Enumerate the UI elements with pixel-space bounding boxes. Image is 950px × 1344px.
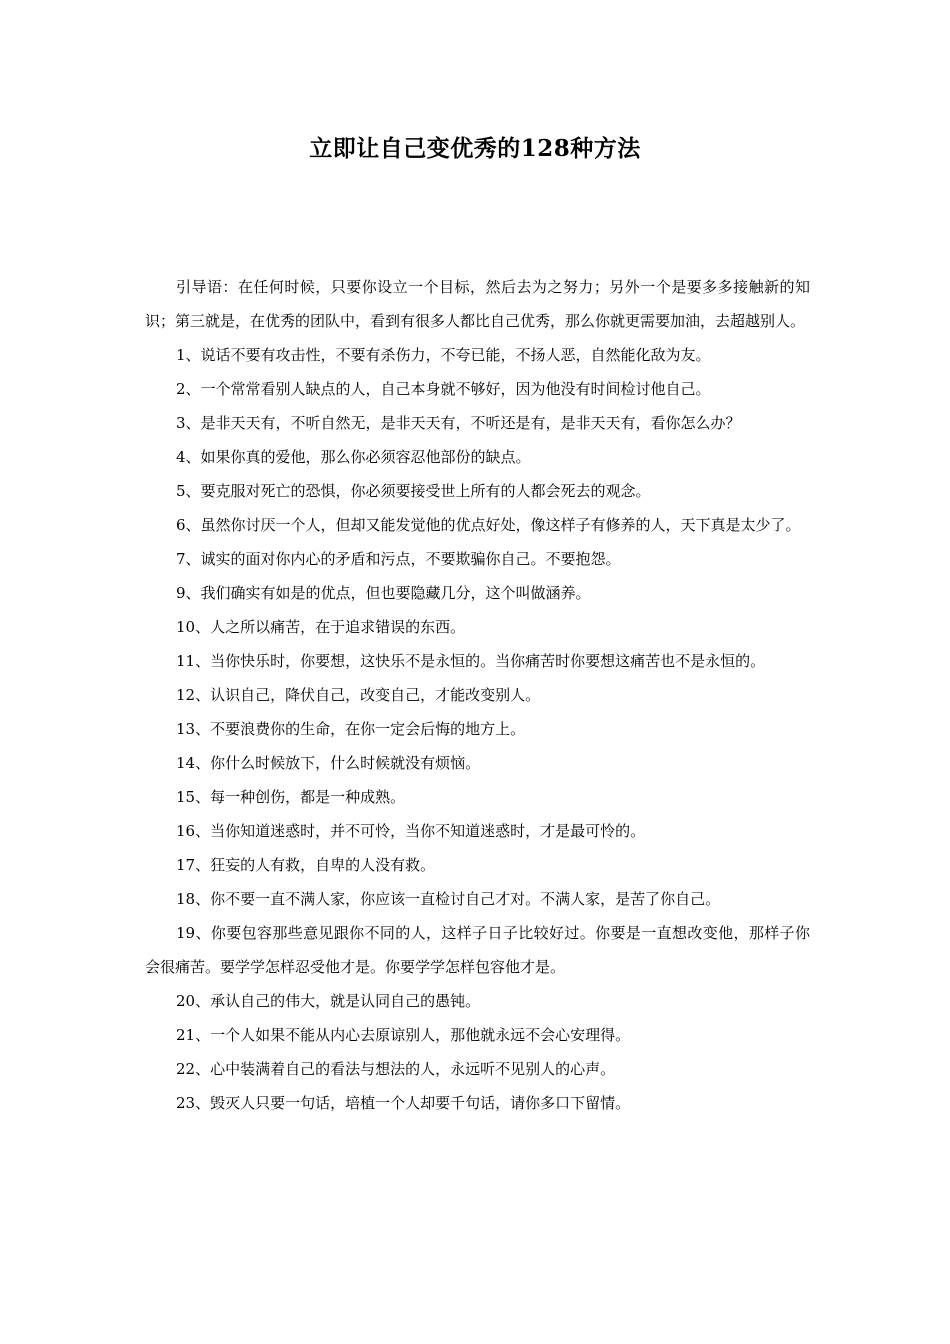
list-item: 12、认识自己，降伏自己，改变自己，才能改变别人。 bbox=[176, 686, 541, 704]
list-item: 1、说话不要有攻击性，不要有杀伤力，不夸已能，不扬人恶，自然能化敌为友。 bbox=[176, 346, 711, 364]
page-title: 立即让自己变优秀的128种方法 bbox=[309, 135, 641, 162]
list-item: 10、人之所以痛苦，在于追求错误的东西。 bbox=[176, 618, 466, 636]
list-item: 21、一个人如果不能从内心去原谅别人，那他就永远不会心安理得。 bbox=[176, 1026, 631, 1044]
list-item: 2、一个常常看别人缺点的人，自己本身就不够好，因为他没有时间检讨他自己。 bbox=[176, 380, 711, 398]
list-item: 16、当你知道迷惑时，并不可怜，当你不知道迷惑时，才是最可怜的。 bbox=[176, 822, 646, 840]
list-item: 18、你不要一直不满人家，你应该一直检讨自己才对。不满人家，是苦了你自己。 bbox=[176, 890, 721, 908]
document-body bbox=[145, 270, 810, 1120]
list-item: 15、每一种创伤，都是一种成熟。 bbox=[176, 788, 406, 806]
list-item: 6、虽然你讨厌一个人，但却又能发觉他的优点好处，像这样子有修养的人，天下真是太少了。 bbox=[176, 516, 801, 534]
list-item: 17、狂妄的人有救，自卑的人没有救。 bbox=[176, 856, 436, 874]
list-item: 3、是非天天有，不听自然无，是非天天有，不听还是有，是非天天有，看你怎么办？ bbox=[176, 414, 741, 432]
list-item: 13、不要浪费你的生命，在你一定会后悔的地方上。 bbox=[176, 720, 526, 738]
list-item: 11、当你快乐时，你要想，这快乐不是永恒的。当你痛苦时你要想这痛苦也不是永恒的。 bbox=[176, 652, 766, 670]
list-item: 22、心中装满着自己的看法与想法的人，永远听不见别人的心声。 bbox=[176, 1060, 616, 1078]
list-item: 5、要克服对死亡的恐惧，你必须要接受世上所有的人都会死去的观念。 bbox=[176, 482, 651, 500]
list-item: 20、承认自己的伟大，就是认同自己的愚钝。 bbox=[176, 992, 481, 1010]
list-item: 14、你什么时候放下，什么时候就没有烦恼。 bbox=[176, 754, 481, 772]
list-item: 19、你要包容那些意见跟你不同的人，这样子日子比较好过。你要是一直想改变他，那样子你会很痛苦。要学学怎样忍受他才是。你要学学怎样包容他才是。 bbox=[145, 924, 810, 976]
intro-paragraph: 引导语：在任何时候，只要你设立一个目标，然后去为之努力；另外一个是要多多接触新的知识；第三就是，在优秀的团队中，看到有很多人都比自己优秀，那么你就更需要加油，去超越别人。 bbox=[145, 278, 810, 330]
list-item: 7、诚实的面对你内心的矛盾和污点，不要欺骗你自己。不要抱怨。 bbox=[176, 550, 621, 568]
list-item: 9、我们确实有如是的优点，但也要隐藏几分，这个叫做涵养。 bbox=[176, 584, 591, 602]
list-item: 23、毁灭人只要一句话，培植一个人却要千句话，请你多口下留情。 bbox=[176, 1094, 631, 1112]
list-item: 4、如果你真的爱他，那么你必须容忍他部份的缺点。 bbox=[176, 448, 531, 466]
